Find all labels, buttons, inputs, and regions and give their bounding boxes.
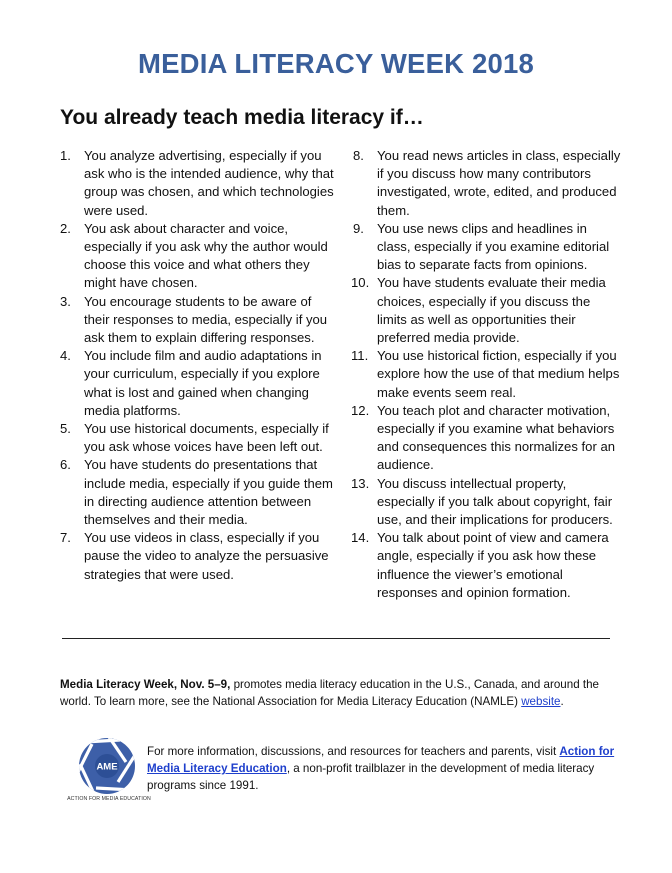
list-item <box>353 475 621 530</box>
namle-website-link[interactable]: website <box>521 695 561 708</box>
ame-link[interactable]: Action for Media Literacy Education <box>147 745 615 775</box>
page-title: MEDIA LITERACY WEEK 2018 <box>138 48 534 79</box>
list-item <box>60 420 336 456</box>
item-number: 3. <box>60 293 71 309</box>
item-text: You encourage students to be aware of their responses to media, especially if you ask them to explain differing responses. <box>84 293 328 346</box>
item-text: You analyze advertising, especially if you ask who is the intended audience, why that group was chosen, and which technologies were used. <box>84 148 334 218</box>
list-item <box>353 402 621 475</box>
item-number: 8. <box>353 148 364 163</box>
list-item <box>353 347 621 402</box>
promo-paragraph <box>60 676 620 710</box>
item-number: 9. <box>353 220 364 236</box>
item-text: You read news articles in class, especially if you discuss how many contributors investigated, wrote, edited, and produced them. <box>377 148 621 218</box>
list-item <box>353 147 621 220</box>
item-text: You talk about point of view and camera angle, especially if you ask how these influence the viewer’s emotional responses and opinion formation. <box>377 530 609 600</box>
list-item <box>60 220 336 293</box>
item-text: You use historical documents, especially if you ask whose voices have been left out. <box>84 421 329 455</box>
item-text: You include film and audio adaptations in your curriculum, especially if you explore what is lost and gained when changing media platforms. <box>84 348 322 418</box>
logo-initials: AME <box>96 761 118 773</box>
info-text-after: , a non-profit trailblazer in the development of media literacy programs since 1991. <box>147 762 595 792</box>
item-text: You ask about character and voice, especially if you ask why the author would choose this voice and what others they might have chosen. <box>84 220 328 291</box>
item-number: 11. <box>351 348 369 364</box>
list-item <box>60 293 336 348</box>
info-text-before: For more information, discussions, and resources for teachers and parents, visit <box>147 745 560 758</box>
item-text: You have students evaluate their media choices, especially if you discuss the limits as well as opportunities their preferred media provide. <box>377 275 606 346</box>
item-text: You have students do presentations that include media, especially if you guide them in directing audience attention between themselves and their media. <box>84 457 333 528</box>
list-item <box>60 147 336 220</box>
item-number: 10. <box>351 275 370 291</box>
item-text: You use historical fiction, especially if you explore how the use of that medium helps make events seem real. <box>377 348 620 400</box>
info-paragraph <box>147 743 615 794</box>
item-number: 7. <box>60 530 71 546</box>
promo-text: promotes media literacy education in the U.S., Canada, and around the world. To learn more, see the National Association for Media Literacy Education (NAMLE) <box>60 678 599 708</box>
item-text: You use videos in class, especially if you pause the video to analyze the persuasive strategies that were used. <box>84 530 329 582</box>
logo-caption: ACTION FOR MEDIA EDUCATION <box>67 796 151 802</box>
item-text: You discuss intellectual property, especially if you talk about copyright, fair use, and their implications for producers. <box>377 475 613 528</box>
promo-bold-lead: Media Literacy Week, Nov. 5–9, <box>60 678 231 691</box>
divider <box>62 638 610 639</box>
promo-end: . <box>560 695 564 708</box>
item-text: You use news clips and headlines in class, especially if you examine editorial bias to separate facts from opinions. <box>377 220 610 273</box>
list-item <box>60 347 336 420</box>
item-number: 12. <box>351 402 370 418</box>
list-item <box>353 220 621 275</box>
item-number: 1. <box>60 148 71 163</box>
item-number: 6. <box>60 457 71 473</box>
item-number: 2. <box>60 220 71 236</box>
page-subtitle: You already teach media literacy if… <box>60 106 424 129</box>
list-column-left <box>60 147 336 584</box>
item-number: 13. <box>351 475 370 491</box>
list-item <box>60 529 336 584</box>
item-text: You teach plot and character motivation, especially if you examine what behaviors and consequences this normalizes for an audience. <box>377 402 616 473</box>
list-item <box>60 456 336 529</box>
list-column-right <box>353 147 621 602</box>
item-number: 14. <box>351 530 370 546</box>
list-item <box>353 274 621 347</box>
item-number: 5. <box>60 421 71 437</box>
list-item <box>353 529 621 602</box>
item-number: 4. <box>60 348 71 364</box>
